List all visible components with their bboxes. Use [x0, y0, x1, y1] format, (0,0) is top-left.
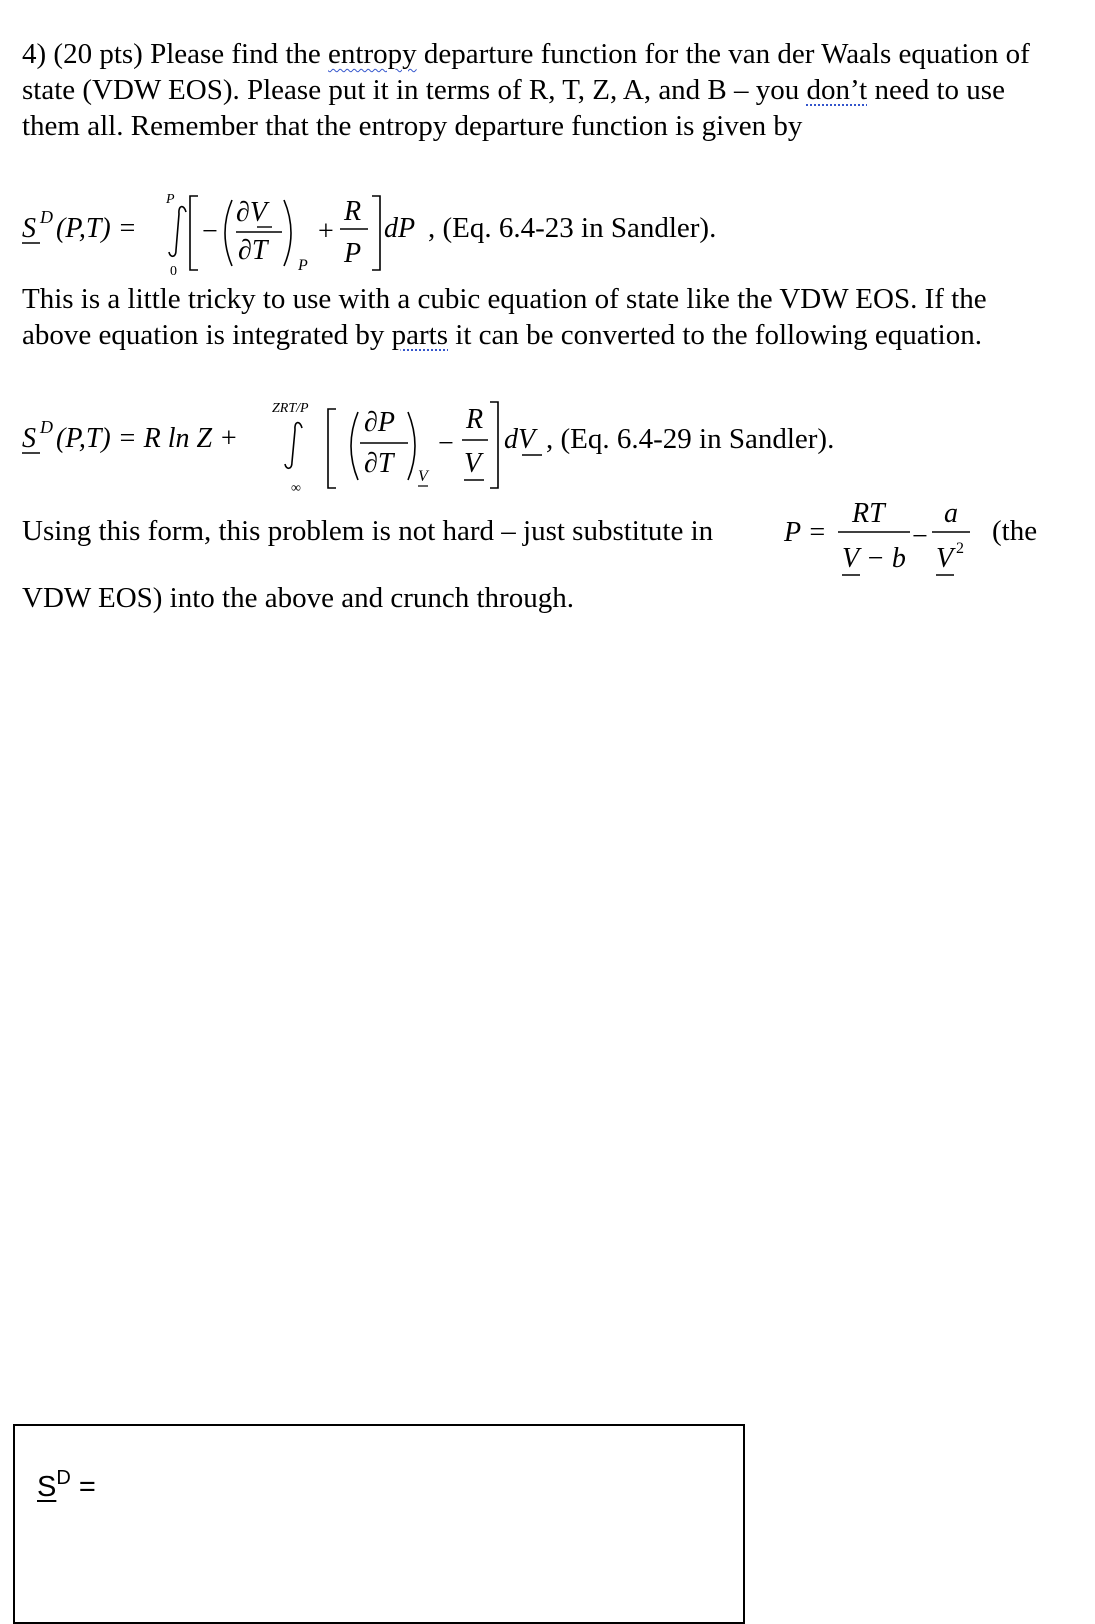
- equation-citation: , (Eq. 6.4-23 in Sandler).: [428, 212, 717, 244]
- svg-text:a: a: [944, 498, 958, 529]
- svg-text:2: 2: [956, 540, 964, 557]
- svg-text:S: S: [22, 423, 36, 454]
- svg-text:(P,T) = R ln Z +: (P,T) = R ln Z +: [56, 423, 238, 454]
- svg-text:−: −: [438, 428, 454, 459]
- svg-text:0: 0: [170, 264, 177, 279]
- svg-text:R: R: [344, 196, 362, 227]
- problem-text-crunch: VDW EOS) into the above and crunch through.: [22, 582, 574, 614]
- svg-text:D: D: [40, 417, 53, 437]
- grammar-flag-dont: don’t: [806, 74, 868, 106]
- svg-text:dV: dV: [504, 424, 536, 455]
- answer-label: $S^D$ =: [37, 1467, 96, 1503]
- svg-text:+: +: [318, 216, 334, 247]
- svg-text:ZRT/P: ZRT/P: [272, 401, 309, 416]
- problem-text-integration: This is a little tricky to use with a cubic equation of state like the VDW EOS. If the above equation is integrated by parts it can be converted to the following equation.: [22, 283, 987, 351]
- svg-text:∂T: ∂T: [238, 235, 268, 266]
- svg-text:V: V: [936, 543, 954, 574]
- svg-text:V: V: [464, 448, 482, 479]
- svg-text:RT: RT: [852, 498, 885, 529]
- svg-text:P =: P =: [784, 517, 827, 548]
- svg-text:(P,T) =: (P,T) =: [56, 213, 137, 244]
- svg-text:∂T: ∂T: [364, 448, 394, 479]
- svg-text:−: −: [202, 216, 218, 247]
- svg-text:− b: − b: [866, 543, 906, 574]
- svg-text:∂V: ∂V: [236, 197, 267, 228]
- answer-box[interactable]: [13, 1424, 745, 1624]
- svg-text:R: R: [466, 404, 484, 435]
- svg-text:V: V: [418, 468, 428, 485]
- svg-text:S: S: [22, 213, 36, 244]
- problem-text-the: (the: [992, 515, 1038, 547]
- svg-text:−: −: [912, 521, 928, 552]
- svg-text:∂P: ∂P: [364, 407, 395, 438]
- problem-statement: 4) (20 pts) Please find the entropy departure function for the van der Waals equation of state (VDW EOS). Please put it in terms of R, T, Z, A, and B – you don’t need to use them all. Remember that the entropy departure function is given by: [22, 38, 1030, 142]
- svg-text:D: D: [40, 207, 53, 227]
- svg-text:∞: ∞: [291, 481, 301, 496]
- grammar-flag-parts: parts: [391, 319, 449, 351]
- svg-text:P: P: [298, 257, 308, 274]
- svg-text:P: P: [344, 238, 362, 269]
- svg-text:dP: dP: [384, 213, 416, 244]
- svg-text:V: V: [842, 543, 860, 574]
- problem-text-substitute: Using this form, this problem is not hard – just substitute in: [22, 515, 714, 547]
- svg-text:P: P: [166, 192, 175, 207]
- spellcheck-word-entropy: entropy: [328, 38, 417, 70]
- equation-citation: , (Eq. 6.4-29 in Sandler).: [546, 423, 835, 455]
